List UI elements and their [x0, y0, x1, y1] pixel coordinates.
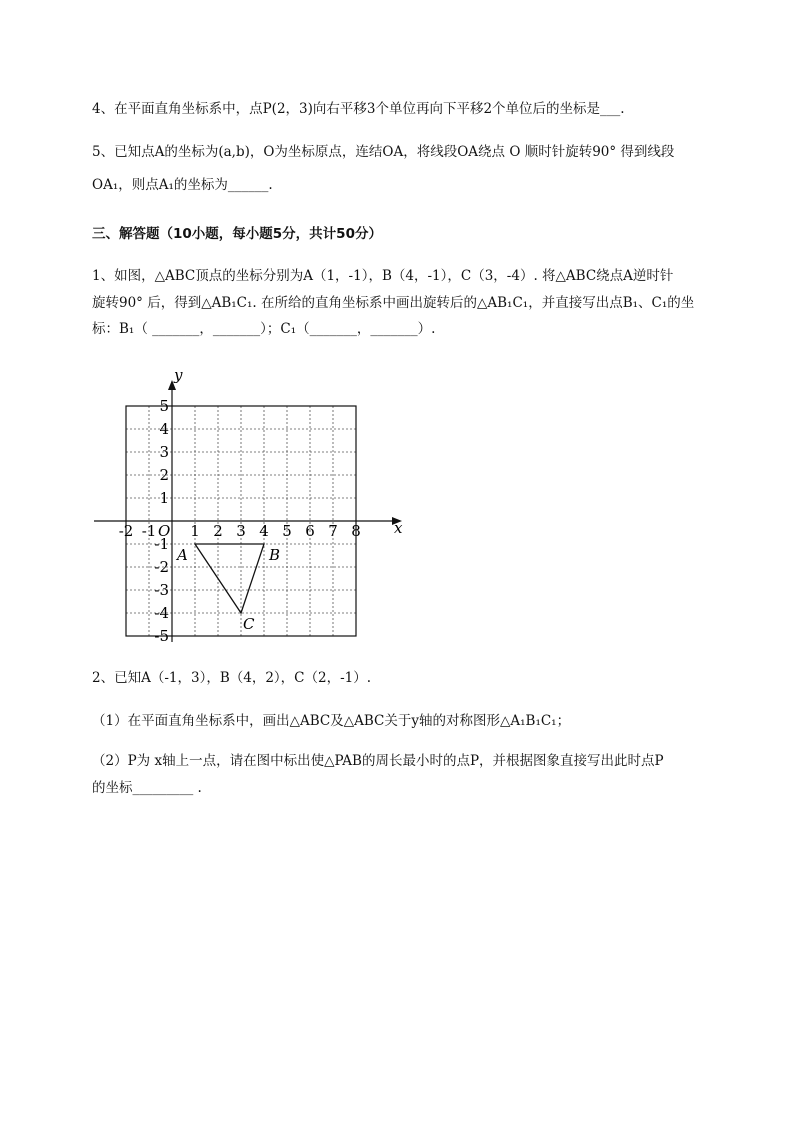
- x-tick-label: 4: [259, 522, 269, 540]
- x-axis-label: x: [394, 519, 403, 537]
- x-tick-label: 7: [328, 522, 338, 540]
- y-tick-label: -2: [154, 558, 169, 576]
- question-5-line-1: 5、已知点A的坐标为(a,b)，O为坐标原点，连结OA，将线段OA绕点 O 顺时针旋转90° 得到线段: [92, 144, 675, 160]
- question-4: 4、在平面直角坐标系中，点P(2，3)向右平移3个单位再向下平移2个单位后的坐标是___.: [92, 101, 625, 117]
- problem-2-part-1: （1）在平面直角坐标系中，画出△ABC及△ABC关于y轴的对称图形△A₁B₁C₁；: [92, 713, 571, 729]
- x-tick-label: 8: [351, 522, 361, 540]
- vertex-label: C: [243, 615, 255, 633]
- y-tick-label: 2: [159, 466, 169, 484]
- coordinate-grid-diagram: [88, 364, 408, 646]
- problem-1-line-2: 旋转90° 后，得到△AB₁C₁. 在所给的直角坐标系中画出旋转后的△AB₁C₁，并直接写出点B₁、C₁的坐: [92, 295, 695, 311]
- problem-1-line-3: 标：B₁（ _______，_______）；C₁（_______，_______）.: [92, 321, 436, 337]
- y-tick-label: -1: [154, 535, 169, 553]
- x-tick-label: 1: [190, 522, 200, 540]
- y-tick-label: -5: [154, 627, 169, 645]
- y-tick-label: 4: [159, 420, 169, 438]
- x-tick-label: 6: [305, 522, 315, 540]
- section-heading: 三、解答题（10小题，每小题5分，共计50分）: [92, 226, 382, 242]
- y-tick-label: 3: [159, 443, 169, 461]
- x-tick-label: 3: [236, 522, 246, 540]
- y-tick-label: -4: [154, 604, 169, 622]
- problem-2-line-1: 2、已知A（-1，3），B（4，2），C（2，-1）.: [92, 670, 372, 686]
- y-tick-label: 5: [159, 397, 169, 415]
- x-tick-label: 2: [213, 522, 223, 540]
- y-axis-label: y: [174, 366, 183, 384]
- y-tick-label: 1: [159, 489, 169, 507]
- x-tick-label: 5: [282, 522, 292, 540]
- problem-1-line-1: 1、如图，△ABC顶点的坐标分别为A（1，-1），B（4，-1），C（3，-4）. 将△ABC绕点A逆时针: [92, 268, 674, 284]
- triangle-abc: [195, 544, 264, 613]
- problem-2-part-2: （2）P为 x轴上一点，请在图中标出使△PAB的周长最小时的点P，并根据图象直接写出此时点P: [92, 753, 664, 769]
- y-tick-label: -3: [154, 581, 169, 599]
- vertex-label: B: [269, 546, 281, 564]
- vertex-label: A: [177, 546, 188, 564]
- x-tick-label: -1: [141, 522, 157, 540]
- origin-label: O: [158, 522, 171, 540]
- question-5-line-2: OA₁，则点A₁的坐标为______.: [92, 177, 273, 193]
- problem-2-part-2-cont: 的坐标_________ .: [92, 780, 202, 796]
- x-tick-label: -2: [118, 522, 134, 540]
